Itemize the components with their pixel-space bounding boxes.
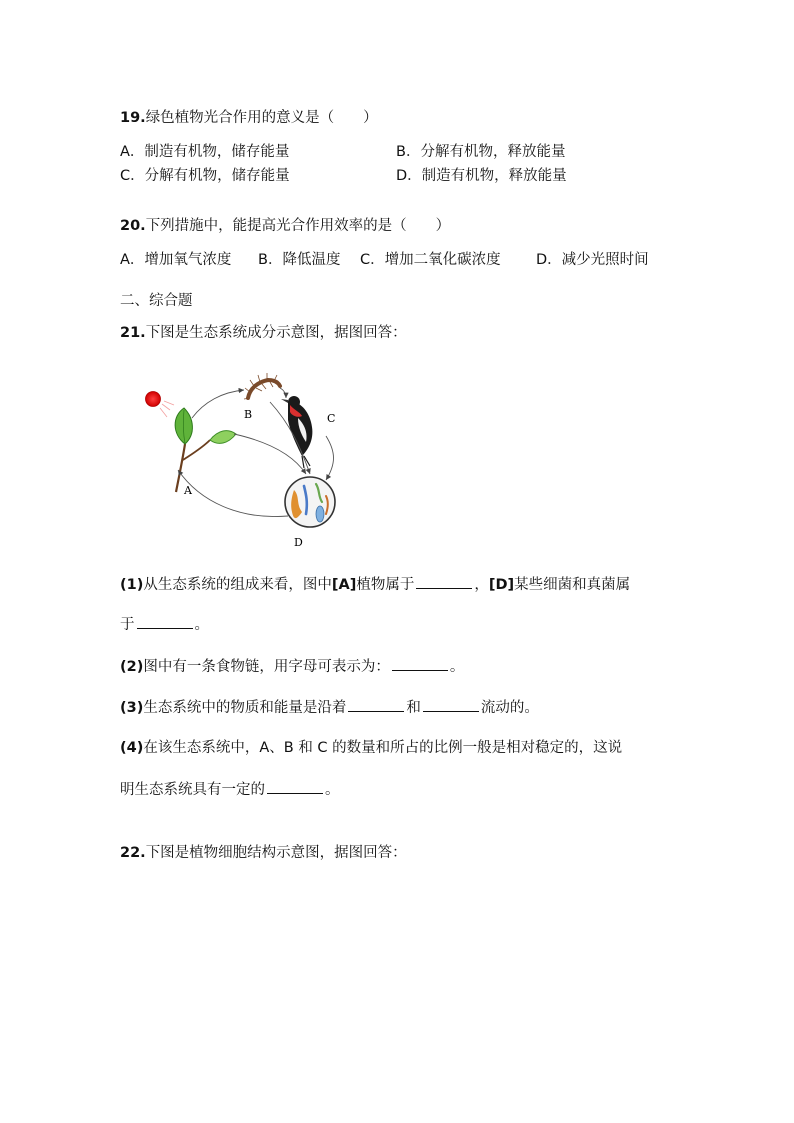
q21-stem: 21.下图是生态系统成分示意图，据图回答： [120, 325, 407, 341]
q21-part3: (3)生态系统中的物质和能量是沿着 和 流动的。 [120, 697, 539, 718]
q21-part2: (2)图中有一条食物链，用字母可表示为： 。 [120, 656, 464, 677]
decomposer-circle-icon [285, 477, 335, 527]
bird-icon [281, 396, 312, 468]
q20-option-d[interactable]: D．减少光照时间 [536, 252, 649, 268]
q19-stem: 19.绿色植物光合作用的意义是（ ） [120, 110, 378, 126]
plant-icon [175, 408, 236, 492]
label-a: A [184, 484, 192, 497]
answer-blank-3[interactable] [392, 656, 448, 671]
q20-option-b[interactable]: B．降低温度 [258, 252, 341, 268]
answer-blank-1[interactable] [416, 574, 472, 589]
q19-option-d[interactable]: D．制造有机物，释放能量 [396, 168, 567, 184]
q19-option-c[interactable]: C．分解有机物，储存能量 [120, 168, 290, 184]
q22-stem: 22.下图是植物细胞结构示意图，据图回答： [120, 845, 407, 861]
q19-option-b[interactable]: B．分解有机物，释放能量 [396, 144, 566, 160]
section-heading: 二、综合题 [120, 293, 193, 309]
answer-blank-5[interactable] [423, 697, 479, 712]
q20-stem: 20.下列措施中，能提高光合作用效率的是（ ） [120, 218, 451, 234]
answer-blank-2[interactable] [137, 614, 193, 629]
label-c: C [327, 412, 336, 425]
q21-part1-line2: 于 。 [120, 614, 209, 635]
sun-icon [146, 392, 175, 418]
ecosystem-diagram [130, 372, 350, 552]
q21-part1-line1: (1)从生态系统的组成来看，图中[A]植物属于 ，[D]某些细菌和真菌属 [120, 574, 630, 595]
q21-part4-line2: 明生态系统具有一定的 。 [120, 779, 340, 800]
label-b: B [244, 408, 253, 421]
q19-option-a[interactable]: A．制造有机物，储存能量 [120, 144, 290, 160]
answer-blank-6[interactable] [267, 779, 323, 794]
q21-part4-line1: (4)在该生态系统中，A、B 和 C 的数量和所占的比例一般是相对稳定的，这说 [120, 740, 623, 756]
centipede-icon [244, 373, 280, 399]
label-d: D [294, 536, 303, 549]
answer-blank-4[interactable] [348, 697, 404, 712]
q20-option-a[interactable]: A．增加氧气浓度 [120, 252, 232, 268]
q20-option-c[interactable]: C．增加二氧化碳浓度 [360, 252, 501, 268]
